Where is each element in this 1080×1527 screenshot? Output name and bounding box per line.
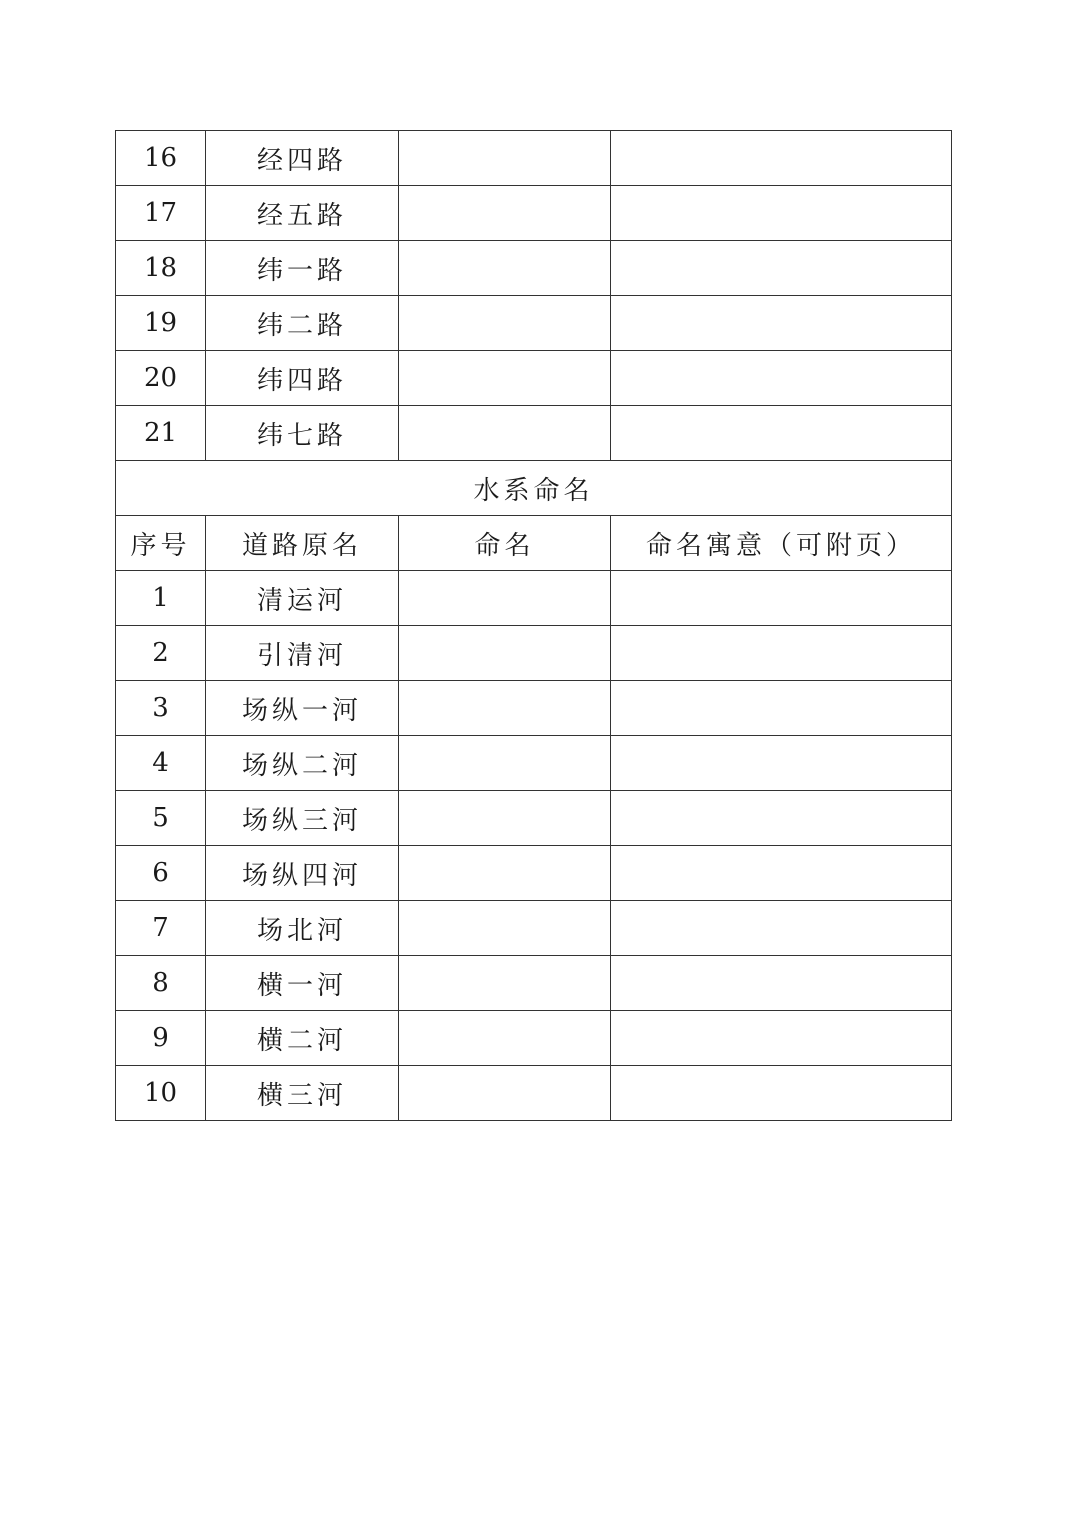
- row-number: 17: [116, 186, 206, 241]
- row-number: 5: [116, 791, 206, 846]
- meaning-cell[interactable]: [611, 241, 952, 296]
- meaning-cell[interactable]: [611, 736, 952, 791]
- original-name: 场纵二河: [206, 736, 399, 791]
- row-number: 6: [116, 846, 206, 901]
- table-row: [116, 296, 952, 351]
- original-name: 纬四路: [206, 351, 399, 406]
- original-name: 横三河: [206, 1066, 399, 1121]
- new-name-cell[interactable]: [399, 131, 611, 186]
- original-name: 场北河: [206, 901, 399, 956]
- original-name: 场纵四河: [206, 846, 399, 901]
- table-row: [116, 1066, 952, 1121]
- table-header-row: [116, 516, 952, 571]
- original-name: 纬二路: [206, 296, 399, 351]
- table-row: [116, 956, 952, 1011]
- row-number: 7: [116, 901, 206, 956]
- table-row: [116, 351, 952, 406]
- meaning-cell[interactable]: [611, 1066, 952, 1121]
- meaning-cell[interactable]: [611, 351, 952, 406]
- new-name-cell[interactable]: [399, 296, 611, 351]
- original-name: 场纵三河: [206, 791, 399, 846]
- new-name-cell[interactable]: [399, 901, 611, 956]
- table-row: [116, 406, 952, 461]
- new-name-cell[interactable]: [399, 351, 611, 406]
- new-name-cell[interactable]: [399, 681, 611, 736]
- original-name: 纬一路: [206, 241, 399, 296]
- meaning-cell[interactable]: [611, 846, 952, 901]
- table-row: [116, 626, 952, 681]
- table-row: [116, 1011, 952, 1066]
- new-name-cell[interactable]: [399, 1066, 611, 1121]
- header-number: 序号: [116, 516, 206, 571]
- new-name-cell[interactable]: [399, 791, 611, 846]
- original-name: 横一河: [206, 956, 399, 1011]
- new-name-cell[interactable]: [399, 846, 611, 901]
- meaning-cell[interactable]: [611, 1011, 952, 1066]
- meaning-cell[interactable]: [611, 571, 952, 626]
- row-number: 16: [116, 131, 206, 186]
- meaning-cell[interactable]: [611, 406, 952, 461]
- table-row: [116, 901, 952, 956]
- new-name-cell[interactable]: [399, 571, 611, 626]
- table-row: [116, 241, 952, 296]
- row-number: 3: [116, 681, 206, 736]
- new-name-cell[interactable]: [399, 626, 611, 681]
- naming-table: [115, 130, 952, 1121]
- meaning-cell[interactable]: [611, 791, 952, 846]
- new-name-cell[interactable]: [399, 186, 611, 241]
- row-number: 1: [116, 571, 206, 626]
- table-row: [116, 791, 952, 846]
- meaning-cell[interactable]: [611, 131, 952, 186]
- row-number: 18: [116, 241, 206, 296]
- original-name: 纬七路: [206, 406, 399, 461]
- row-number: 9: [116, 1011, 206, 1066]
- original-name: 清运河: [206, 571, 399, 626]
- naming-table-body: [116, 131, 952, 1121]
- row-number: 21: [116, 406, 206, 461]
- original-name: 经四路: [206, 131, 399, 186]
- meaning-cell[interactable]: [611, 901, 952, 956]
- meaning-cell[interactable]: [611, 956, 952, 1011]
- new-name-cell[interactable]: [399, 736, 611, 791]
- meaning-cell[interactable]: [611, 296, 952, 351]
- section-title: 水系命名: [116, 461, 952, 516]
- table-row: [116, 186, 952, 241]
- table-row: [116, 571, 952, 626]
- row-number: 20: [116, 351, 206, 406]
- table-row: [116, 131, 952, 186]
- row-number: 2: [116, 626, 206, 681]
- table-row: [116, 736, 952, 791]
- new-name-cell[interactable]: [399, 241, 611, 296]
- original-name: 场纵一河: [206, 681, 399, 736]
- header-meaning: 命名寓意（可附页）: [611, 516, 952, 571]
- table-row: [116, 681, 952, 736]
- meaning-cell[interactable]: [611, 681, 952, 736]
- original-name: 经五路: [206, 186, 399, 241]
- header-new-name: 命名: [399, 516, 611, 571]
- row-number: 4: [116, 736, 206, 791]
- table-row: [116, 846, 952, 901]
- meaning-cell[interactable]: [611, 186, 952, 241]
- meaning-cell[interactable]: [611, 626, 952, 681]
- new-name-cell[interactable]: [399, 1011, 611, 1066]
- original-name: 引清河: [206, 626, 399, 681]
- header-original-name: 道路原名: [206, 516, 399, 571]
- row-number: 19: [116, 296, 206, 351]
- row-number: 10: [116, 1066, 206, 1121]
- section-title-row: [116, 461, 952, 516]
- original-name: 横二河: [206, 1011, 399, 1066]
- row-number: 8: [116, 956, 206, 1011]
- new-name-cell[interactable]: [399, 406, 611, 461]
- new-name-cell[interactable]: [399, 956, 611, 1011]
